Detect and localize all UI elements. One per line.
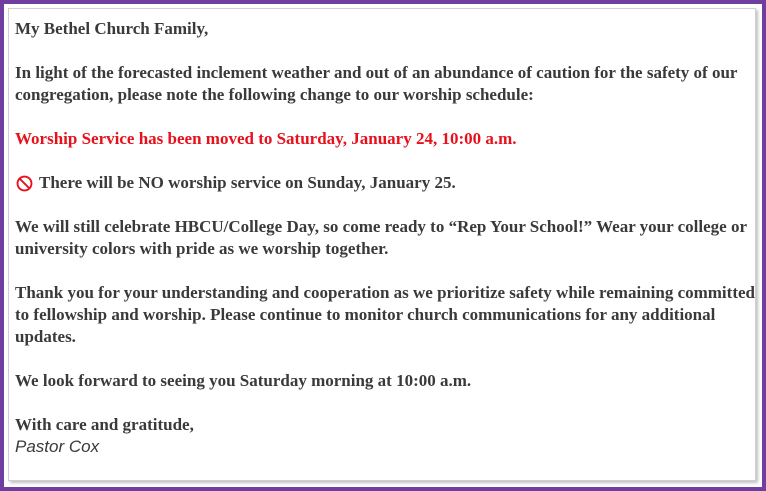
pastor-signature: Pastor Cox (15, 437, 100, 456)
no-entry-icon (16, 175, 33, 192)
intro-paragraph: In light of the forecasted inclement weather and out of an abundance of caution for the safety of our congregation, please note the following change to our worship schedule: (15, 63, 738, 104)
greeting: My Bethel Church Family, (15, 19, 209, 38)
closing-note: We look forward to seeing you Saturday morning at 10:00 a.m. (15, 371, 472, 390)
schedule-announcement: Worship Service has been moved to Saturday, January 24, 10:00 a.m. (15, 129, 517, 148)
hbcu-paragraph: We will still celebrate HBCU/College Day, so come ready to “Rep Your School!” Wear your college or university colors with pride as we worship together. (15, 217, 747, 258)
letter-body (15, 18, 763, 458)
cancellation-text: There will be NO worship service on Sunday, January 25. (39, 173, 456, 192)
thanks-paragraph: Thank you for your understanding and cooperation as we prioritize safety while remaining committed to fellowship and worship. Please continue to monitor church communications for any additional updates. (15, 283, 755, 346)
signature-block (15, 414, 763, 458)
cancellation-notice (15, 172, 763, 194)
signoff: With care and gratitude, (15, 415, 194, 434)
